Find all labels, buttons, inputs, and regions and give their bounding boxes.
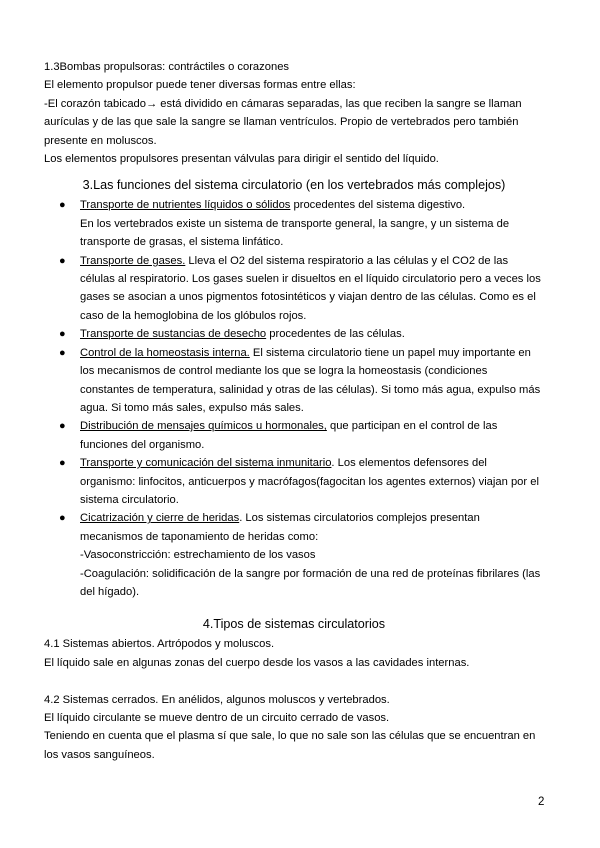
paragraph: Teniendo en cuenta que el plasma sí que sale, lo que no sale son las células que se encuentran en los vasos sanguíneos. — [44, 730, 536, 761]
list-item-text: . Los elementos defensores del organismo: linfocitos, anticuerpos y macrófagos(fagocitan los agentes externos) viajan por el sistema circulatorio. — [80, 457, 539, 506]
page-content — [44, 58, 544, 764]
list-item-text: El sistema circulatorio tiene un papel muy importante en los mecanismos de control mediante los que se logra la homeostasis (condiciones constantes de temperatura, salinidad y otras de las células). Si tomo más agua, expulso más agua. Si tomo más sales, expulso más sales. — [80, 346, 541, 414]
bullet-icon: ● — [59, 457, 66, 470]
list-item — [44, 325, 544, 343]
list-item — [44, 344, 544, 418]
paragraph: El líquido sale en algunas zonas del cuerpo desde los vasos a las cavidades internas. — [44, 656, 470, 669]
subsection-4-1-title: 4.1 Sistemas abiertos. Artrópodos y moluscos. — [44, 638, 275, 651]
list-item — [44, 454, 544, 509]
section-3-heading: 3.Las funciones del sistema circulatorio (en los vertebrados más complejos) — [82, 178, 506, 193]
list-item-text: procedentes de las células. — [266, 328, 405, 341]
list-item-text: procedentes del sistema digestivo. — [290, 199, 466, 212]
list-item-text: . Los sistemas circulatorios complejos presentan mecanismos de taponamiento de heridas como: — [80, 512, 480, 543]
list-item-title: Transporte y comunicación del sistema inmunitario — [80, 457, 332, 470]
paragraph: El elemento propulsor puede tener diversas formas entre ellas: — [44, 79, 356, 92]
subsection-4-2-title: 4.2 Sistemas cerrados. En anélidos, algunos moluscos y vertebrados. — [44, 693, 390, 706]
bullet-icon: ● — [59, 512, 66, 525]
bullet-icon: ● — [59, 346, 66, 359]
bullet-icon: ● — [59, 420, 66, 433]
list-item — [44, 252, 544, 326]
list-item-title: Transporte de sustancias de desecho — [80, 328, 267, 341]
paragraph: -El corazón tabicado→ está dividido en cámaras separadas, las que reciben la sangre se llaman aurículas y de las que sale la sangre se llaman ventrículos. Propio de vertebrados pero también presente en moluscos. — [44, 97, 522, 147]
section-1-3-title: 1.3Bombas propulsoras: contráctiles o corazones — [44, 61, 290, 73]
list-item — [44, 509, 544, 601]
list-item-extra: En los vertebrados existe un sistema de transporte general, la sangre, y un sistema de transporte de grasas, el sistema linfático. — [80, 217, 510, 249]
list-item-title: Control de la homeostasis interna. — [80, 346, 250, 359]
bullet-icon: ● — [59, 254, 66, 267]
list-item-text: que participan en el control de las funciones del organismo. — [80, 420, 498, 451]
list-item-title: Transporte de gases. — [80, 254, 186, 267]
list-item-extra: -Vasoconstricción: estrechamiento de los vasos — [80, 549, 316, 562]
list-item-title: Transporte de nutrientes líquidos o sólidos — [80, 199, 291, 212]
section-4-heading: 4.Tipos de sistemas circulatorios — [202, 617, 386, 632]
spacer — [44, 672, 544, 690]
list-item-extra: -Coagulación: solidificación de la sangre por formación de una red de proteínas fibrilares (las del hígado). — [80, 567, 541, 598]
bullet-icon: ● — [59, 199, 66, 212]
page-number: 2 — [538, 796, 545, 808]
functions-list — [44, 196, 544, 601]
list-item — [44, 196, 544, 251]
list-item — [44, 417, 544, 454]
list-item-title: Distribución de mensajes químicos u hormonales, — [80, 420, 327, 433]
bullet-icon: ● — [59, 328, 66, 341]
paragraph: El líquido circulante se mueve dentro de un circuito cerrado de vasos. — [44, 711, 390, 724]
list-item-title: Cicatrización y cierre de heridas — [80, 512, 240, 525]
paragraph: Los elementos propulsores presentan válvulas para dirigir el sentido del líquido. — [44, 153, 439, 166]
list-item-text: Lleva el O2 del sistema respiratorio a las células y el CO2 de las células al respiratorio. Los gases suelen ir disueltos en el líquido circulatorio pero a veces los gases se asocian a unos pigmentos fotosintéticos y viajan dentro de las células. Como es el caso de la hemoglobina de los glóbulos rojos. — [80, 254, 541, 322]
